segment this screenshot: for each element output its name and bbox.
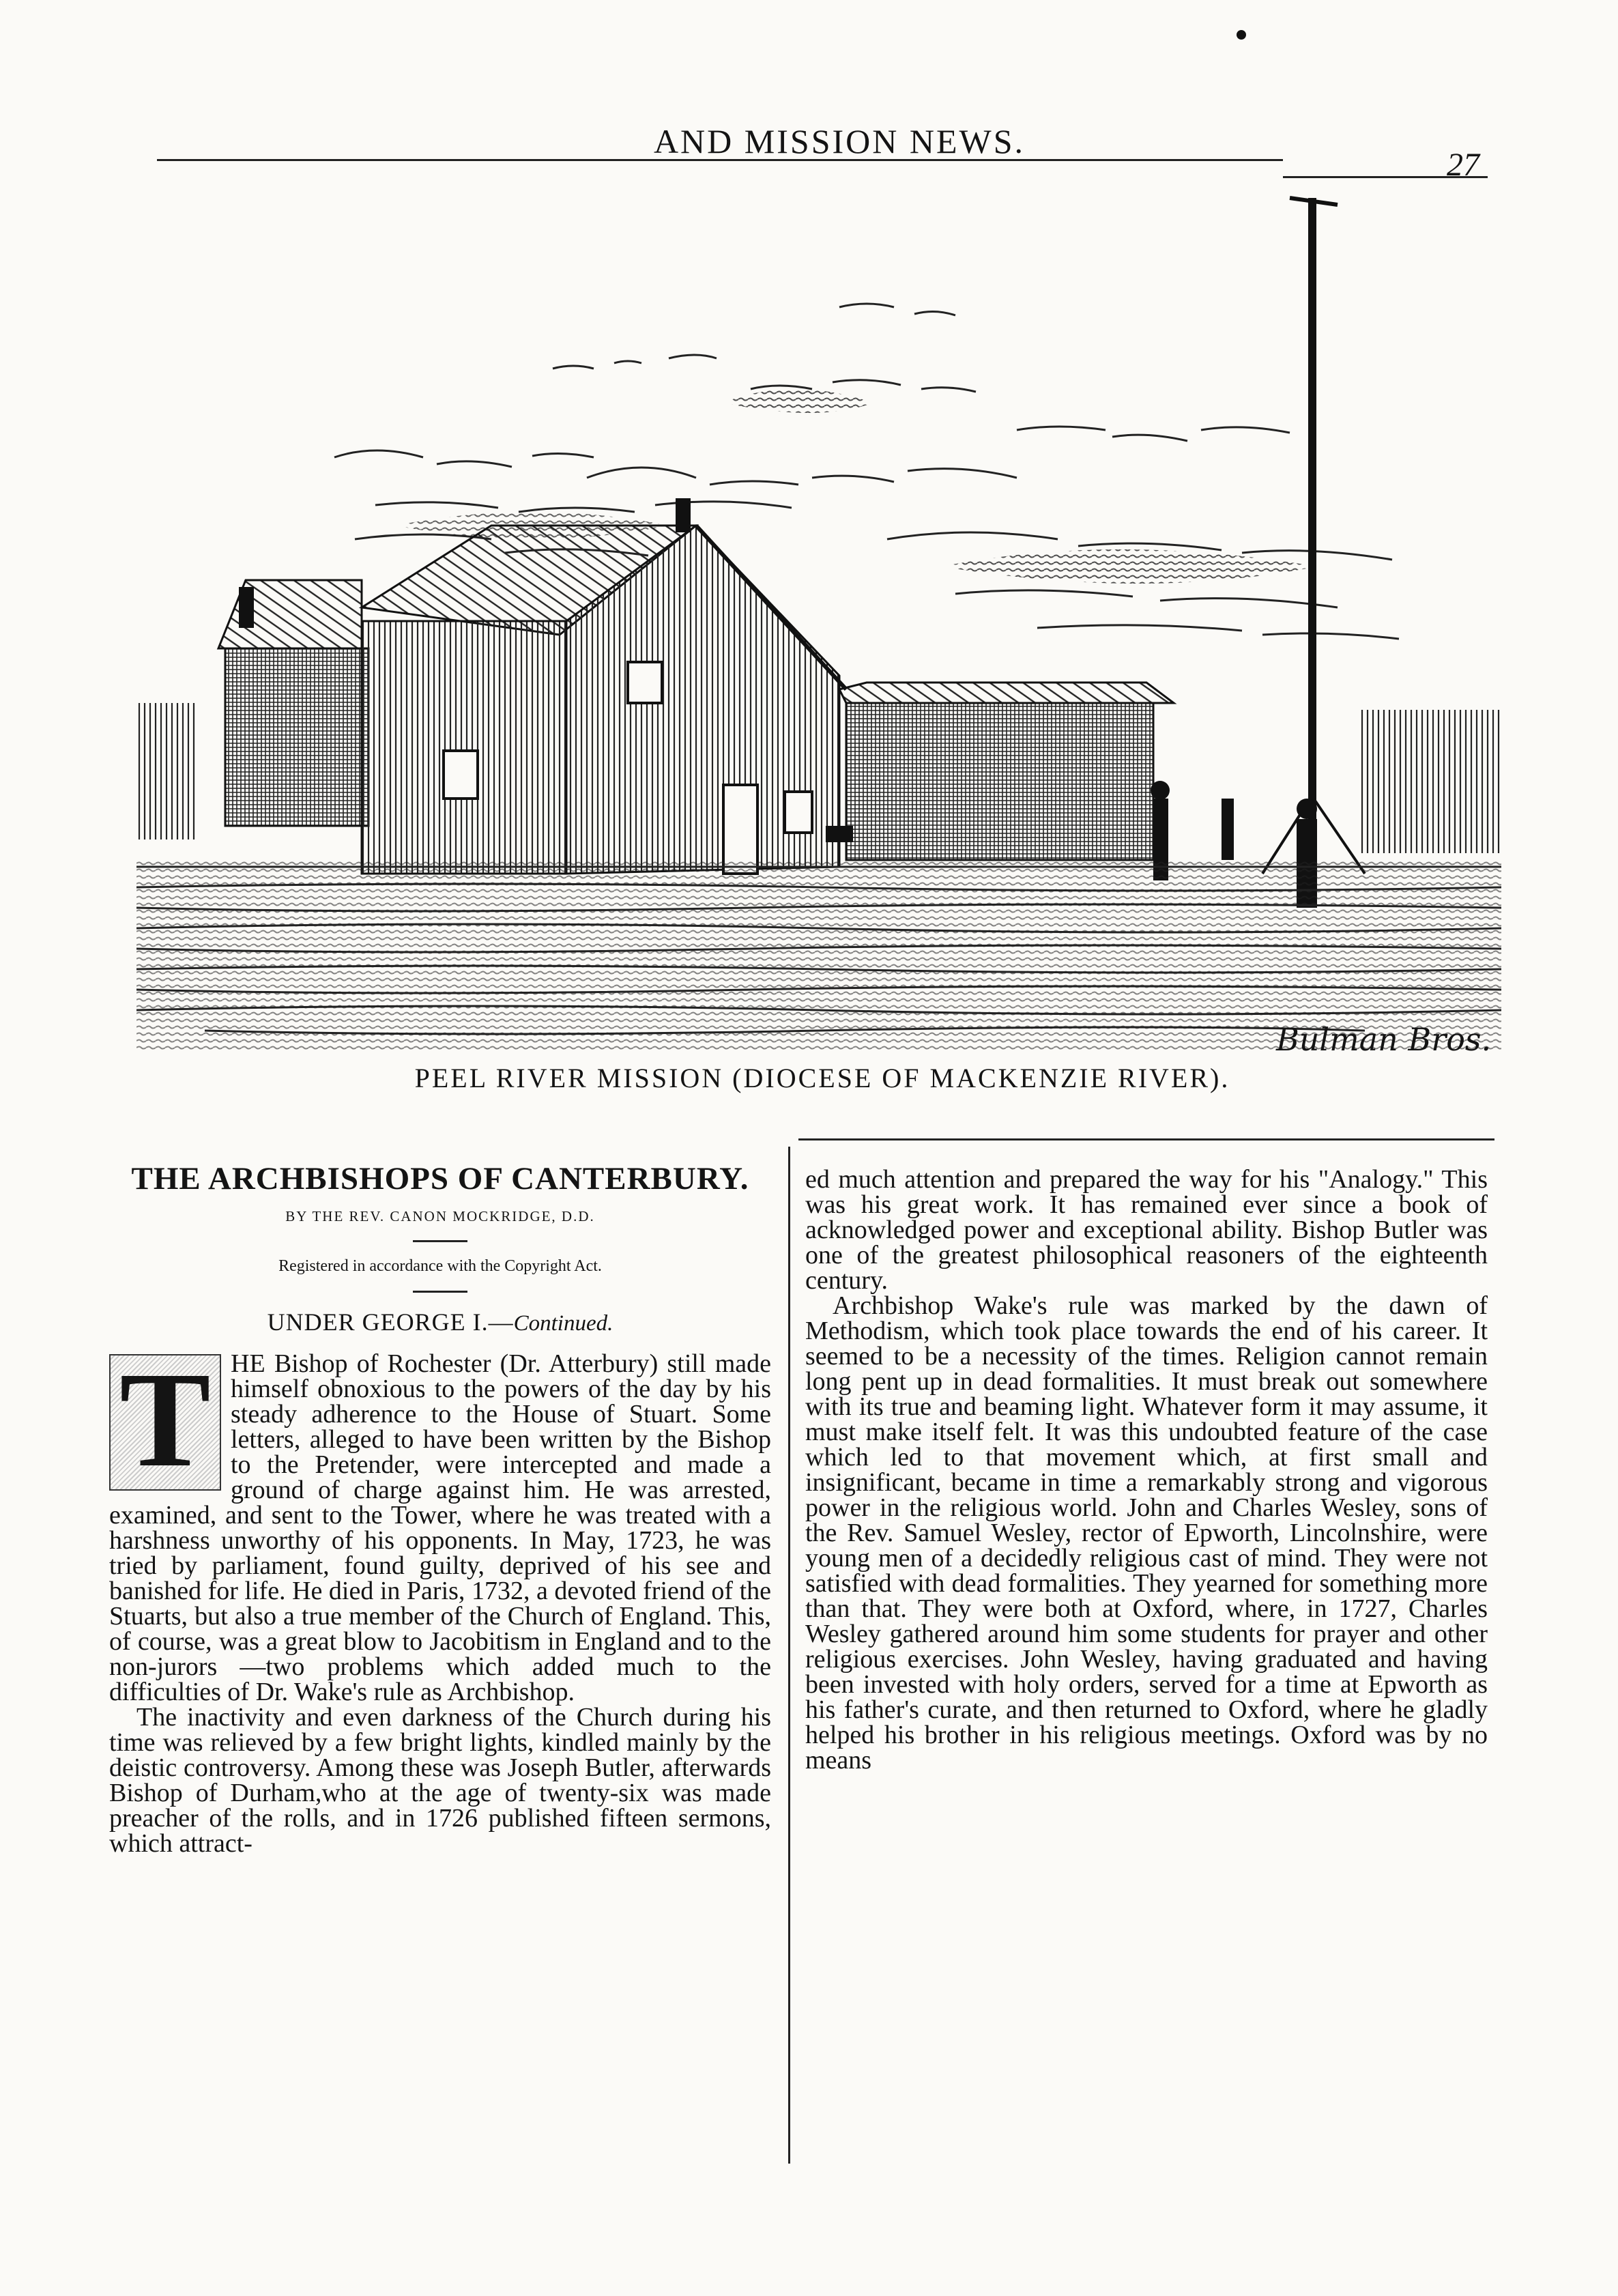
section-heading: UNDER GEORGE I.—Continued. bbox=[267, 1308, 613, 1336]
column-top-rule bbox=[798, 1138, 1494, 1140]
short-rule bbox=[413, 1240, 467, 1242]
short-rule bbox=[413, 1291, 467, 1293]
running-title: AND MISSION NEWS. bbox=[653, 122, 1026, 160]
left-column bbox=[109, 1160, 771, 1856]
illustration-caption: PEEL RIVER MISSION (DIOCESE OF MACKENZIE RIVER). bbox=[414, 1063, 1230, 1093]
section-heading-continued: Continued. bbox=[513, 1311, 613, 1336]
page-number: 27 bbox=[1447, 147, 1479, 183]
paragraph: ed much attention and prepared the way for his "Analogy." This was his great work. It has remained ever since a book of acknowledged power and exceptional ability. Bishop Butler was one of the greatest philosophical reasoners of the eighteenth century. bbox=[805, 1165, 1488, 1295]
decorated-dropcap: T bbox=[109, 1354, 221, 1491]
column-divider bbox=[788, 1147, 790, 2164]
right-column bbox=[805, 1167, 1488, 1773]
article-title: THE ARCHBISHOPS OF CANTERBURY. bbox=[131, 1161, 749, 1196]
right-building bbox=[839, 683, 1174, 860]
ink-speck bbox=[1237, 30, 1246, 40]
byline: BY THE REV. CANON MOCKRIDGE, D.D. bbox=[285, 1208, 595, 1224]
engraver-signature: Bulman Bros. bbox=[1276, 1021, 1492, 1058]
copyright-note: Registered in accordance with the Copyright Act. bbox=[278, 1257, 602, 1275]
paragraph: Archbishop Wake's rule was marked by the dawn of Methodism, which took place towards the end of his career. It seemed to be a necessity of the times. Religion cannot remain long pent up in dead formalities. It must break out somewhere with its true and beaming light. Whatever form it may assume, it must make itself felt. It was this undoubted feature of the case which led to that movement which, at first small and insignificant, became in time a remarkably strong and vigorous power in the religious world. John and Charles Wesley, sons of the Rev. Samuel Wesley, rector of Epworth, Lincolnshire, were young men of a decidedly religious cast of mind. They were not satisfied with dead formalities. They yearned for something more than that. They were both at Oxford, where, in 1727, Charles Wesley gathered around him some students for prayer and other religious exercises. John Wesley, having graduated and having been invested with holy orders, served for a time at Epworth as his father's curate, and then returned to Oxford, where he gladly helped his brother in his religious meetings. Oxford was by no means bbox=[805, 1291, 1488, 1775]
mission-engraving bbox=[136, 184, 1501, 1078]
paragraph: The inactivity and even darkness of the Church during his time was relieved by a few bright lights, kindled mainly by the deistic controversy. Among these was Joseph Butler, afterwards Bishop of Durham,who at the age of twenty-six was made preacher of the rolls, and in 1726 published fifteen sermons, which attract- bbox=[109, 1703, 771, 1858]
paragraph: HE Bishop of Rochester (Dr. Atterbury) still made himself obnoxious to the powers of the day by his steady adherence to the House of Stuart. Some letters, alleged to have been written by the Bishop to the Pretender, were intercepted and made a ground of charge against him. He was arrested, examined, and sent to the Tower, where he was treated with a harshness unworthy of his opponents. In May, 1723, he was tried by parliament, found guilty, deprived of his see and banished for life. He died in Paris, 1732, a devoted friend of the Stuarts, but also a true member of the Church of England. This, of course, was a great blow to Jacobitism in England and to the non-jurors —two problems which added much to the difficulties of Dr. Wake's rule as Archbishop. bbox=[109, 1349, 771, 1706]
main-house bbox=[362, 498, 846, 874]
outbuilding bbox=[218, 580, 369, 826]
flagpole bbox=[1262, 198, 1365, 880]
